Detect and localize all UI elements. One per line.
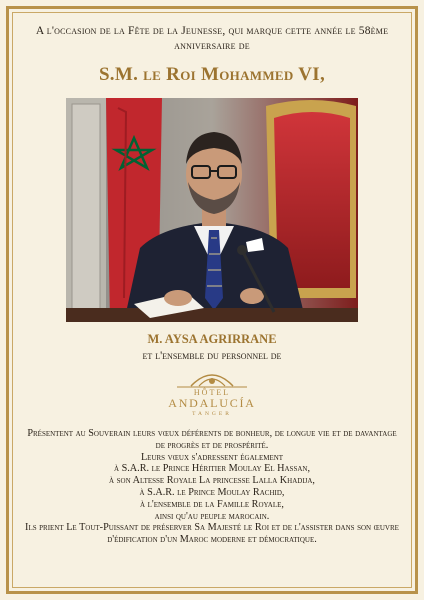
message-line: Ils prient Le Tout-Puissant de préserver Sa Majesté le Roi et de l'assister dans son œuvre d'édification d'un Maroc moderne et démocratique. bbox=[25, 522, 399, 546]
message-line: à son Altesse Royale La princesse Lalla Khadija, bbox=[109, 475, 315, 487]
hotel-andalucia-logo bbox=[147, 366, 277, 424]
logo-city-label: TANGER bbox=[192, 411, 232, 417]
message-line: ainsi qu'au peuple marocain. bbox=[154, 510, 270, 522]
honoree-title: S.M. le Roi Mohammed VI, bbox=[98, 64, 326, 85]
portrait-illustration bbox=[66, 98, 358, 322]
royal-portrait-photo bbox=[66, 98, 358, 322]
sender-subtitle: et l'ensemble du personnel de bbox=[142, 350, 282, 362]
message-line: à l'ensemble de la Famille Royale, bbox=[140, 498, 284, 510]
intro-text: A l'occasion de la Fête de la Jeunesse, qui marque cette année le 58ème anniversaire de bbox=[35, 25, 389, 52]
card-content bbox=[20, 24, 404, 546]
message-line: Leurs vœux s'adressent également bbox=[140, 451, 284, 463]
message-line: à S.A.R. le Prince Héritier Moulay El Hassan, bbox=[113, 463, 310, 475]
logo-hotel-label: HÔTEL bbox=[193, 388, 231, 397]
message-line: à S.A.R. le Prince Moulay Rachid, bbox=[139, 486, 285, 498]
message-body bbox=[22, 428, 402, 546]
message-line: Présentent au Souverain leurs vœux déférents de bonheur, de longue vie et de davantage de progrès et de prospérité. bbox=[27, 428, 397, 451]
sender-name: M. AYSA AGRIRRANE bbox=[147, 332, 277, 346]
logo-brand-name: ANDALUCÍA bbox=[168, 396, 256, 410]
sun-emblem-icon bbox=[147, 366, 277, 390]
